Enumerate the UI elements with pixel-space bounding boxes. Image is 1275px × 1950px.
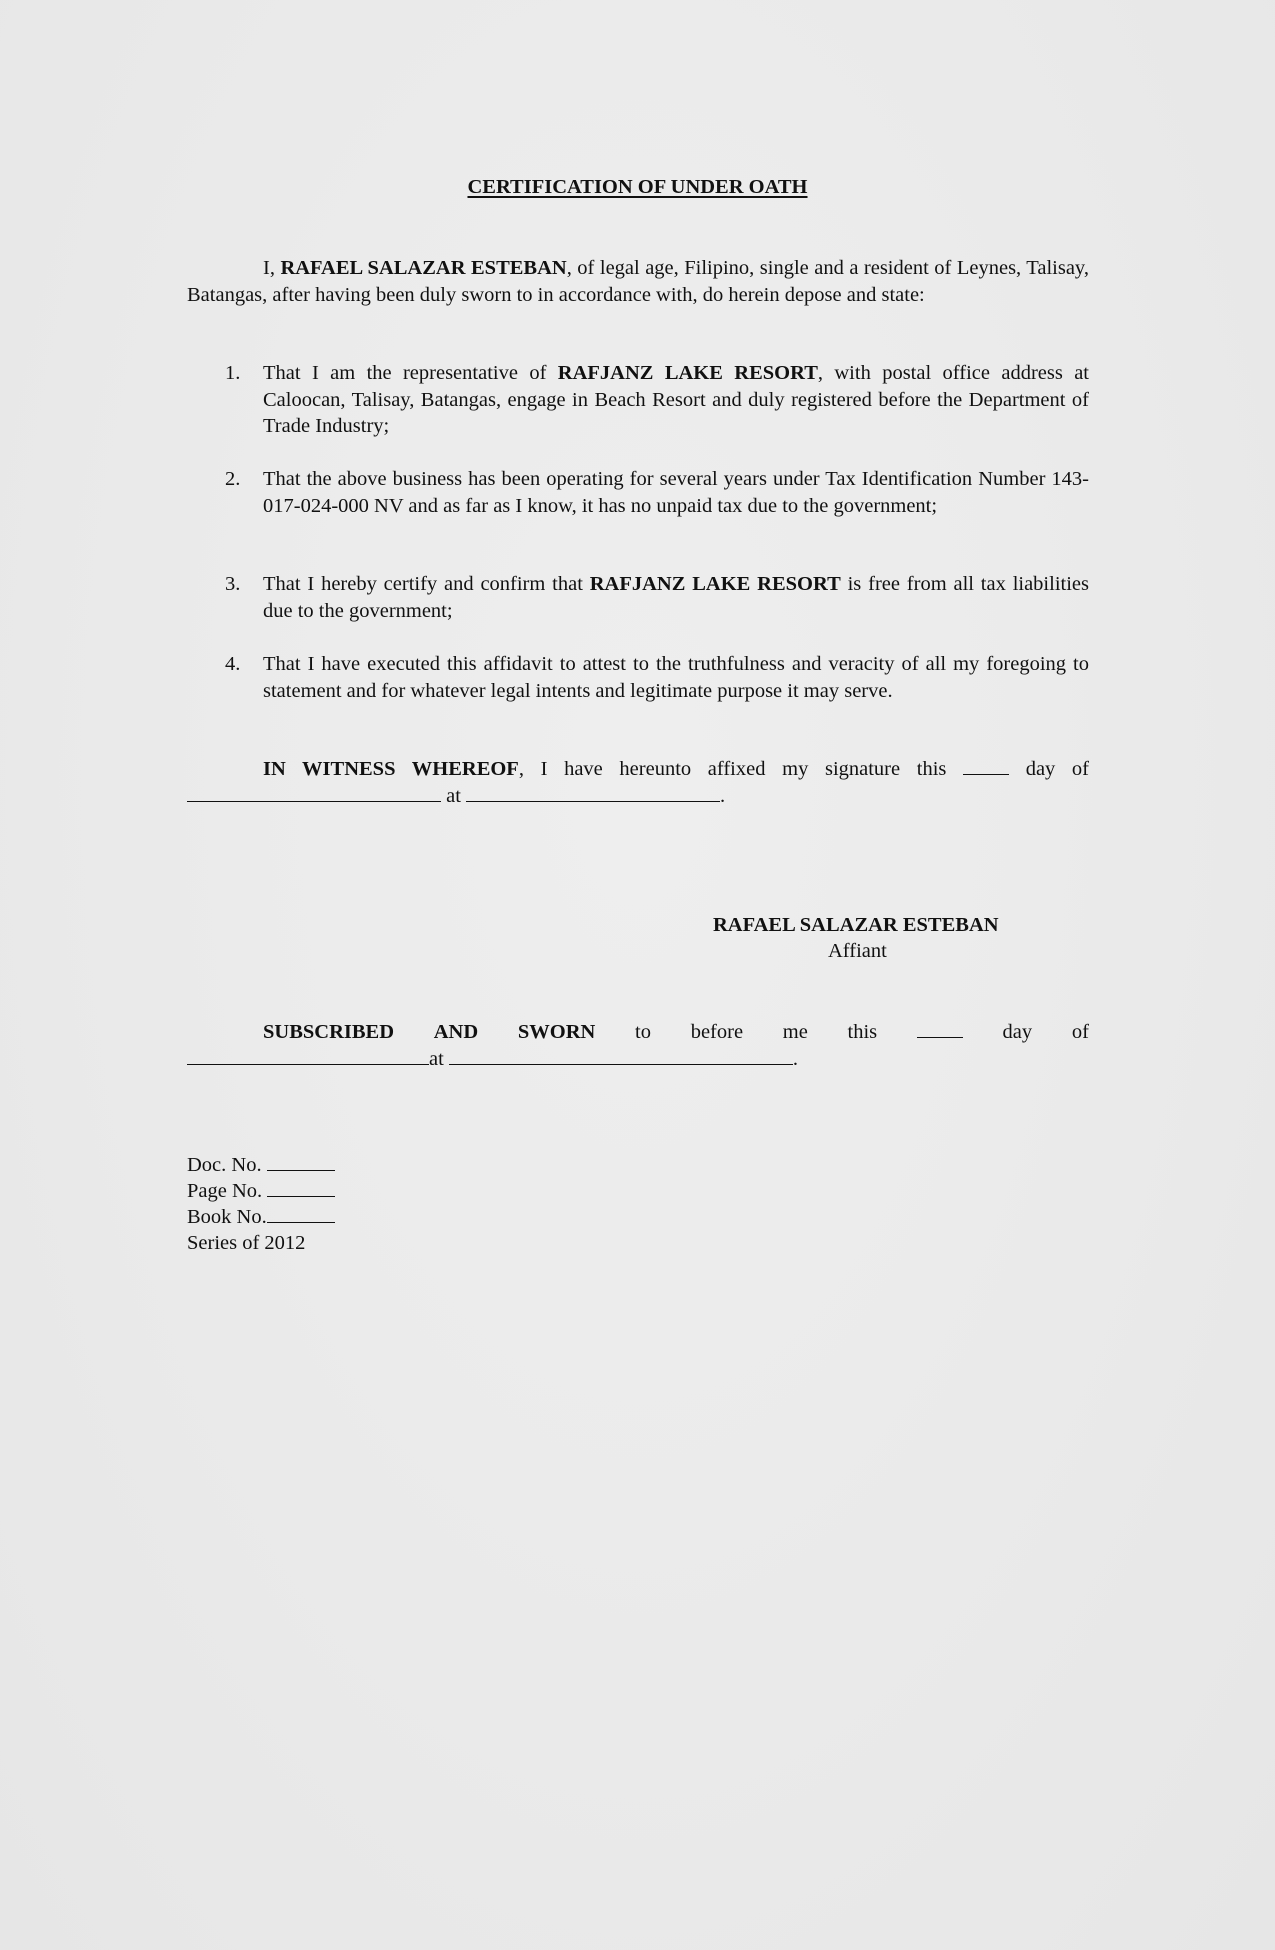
page-no-label: Page No. [187,1180,263,1202]
item-text-part: , with postal office address at Caloocan, Talisay, Batangas, engage in Beach Resort and duly registered before the Department of Trade Industry; [263,362,1089,437]
day-blank[interactable] [963,756,1009,775]
item-number: 2. [225,468,241,490]
item-text-part: That I have executed this affidavit to attest to the truthfulness and veracity of all my foregoing to statement and for whatever legal intents and legitimate purpose it may serve. [263,653,1089,702]
jurat-word: day [1002,1021,1033,1043]
page-no-blank[interactable] [267,1178,335,1197]
item-text [263,571,1089,624]
witness-heading: IN WITNESS WHEREOF [263,758,519,780]
business-name: RAFJANZ LAKE RESORT [557,362,818,384]
book-no-label: Book No. [187,1206,267,1228]
list-item [187,651,1089,704]
jurat-word: AND [433,1021,479,1043]
jurat-word: this [847,1021,878,1043]
jurat-word: me [782,1021,808,1043]
item-text [263,466,1089,519]
item-number: 1. [225,362,241,384]
month-blank[interactable] [187,783,441,802]
witness-text: , I have hereunto affixed my signature this [518,758,947,780]
item-number: 4. [225,653,241,675]
intro-prefix: I, [263,257,281,279]
jurat-line-1 [187,1019,1089,1046]
jurat-place-blank[interactable] [449,1046,793,1065]
page-no-row [187,1178,335,1204]
series-row: Series of 2012 [187,1232,306,1254]
item-text-part: That I hereby certify and confirm that [263,573,590,595]
doc-no-blank[interactable] [267,1152,335,1171]
witness-paragraph [187,756,1089,809]
item-number: 3. [225,573,241,595]
jurat-word: of [1071,1021,1089,1043]
affiant-name-inline: RAFAEL SALAZAR ESTEBAN [280,257,567,279]
list-item [187,571,1089,624]
intro-paragraph [187,255,1089,308]
place-blank[interactable] [466,783,720,802]
business-name: RAFJANZ LAKE RESORT [589,573,841,595]
jurat-end: . [792,1047,799,1070]
item-text-part: That I am the representative of [263,362,558,384]
affiant-name: RAFAEL SALAZAR ESTEBAN [713,914,999,936]
jurat-month-blank[interactable] [187,1046,429,1065]
doc-no-label: Doc. No. [187,1154,262,1176]
list-item [187,360,1089,440]
jurat-word: SWORN [517,1021,596,1043]
affiant-label: Affiant [828,940,887,962]
jurat-line-2 [187,1046,1089,1073]
witness-end: . [720,784,726,807]
book-no-row [187,1204,335,1230]
jurat-at: at [429,1047,444,1070]
witness-at: at [446,784,461,807]
doc-no-row [187,1152,335,1178]
jurat-paragraph [187,1019,1089,1072]
document-title: CERTIFICATION OF UNDER OATH [467,176,808,198]
notary-register [187,1152,335,1256]
witness-line-1 [187,756,1089,783]
item-text [263,651,1089,704]
witness-line-2 [187,783,1089,810]
jurat-word: SUBSCRIBED [263,1021,395,1043]
intro-suffix: , of legal age, Filipino, single and a resident of Leynes, Talisay, Batangas, after having been duly sworn to in accordance with, do herein depose and state: [187,257,1089,306]
witness-day-of: day of [1025,758,1090,780]
item-text-part: is free from all tax liabilities due to the government; [263,573,1089,622]
jurat-word: to [635,1021,651,1043]
jurat-day-blank[interactable] [917,1019,963,1038]
jurat-word: before [690,1021,744,1043]
item-text-part: That the above business has been operating for several years under Tax Identification Number 143-017-024-000 NV and as far as I know, it has no unpaid tax due to the government; [263,468,1089,517]
item-text [263,360,1089,440]
list-item [187,466,1089,519]
book-no-blank[interactable] [267,1204,335,1223]
